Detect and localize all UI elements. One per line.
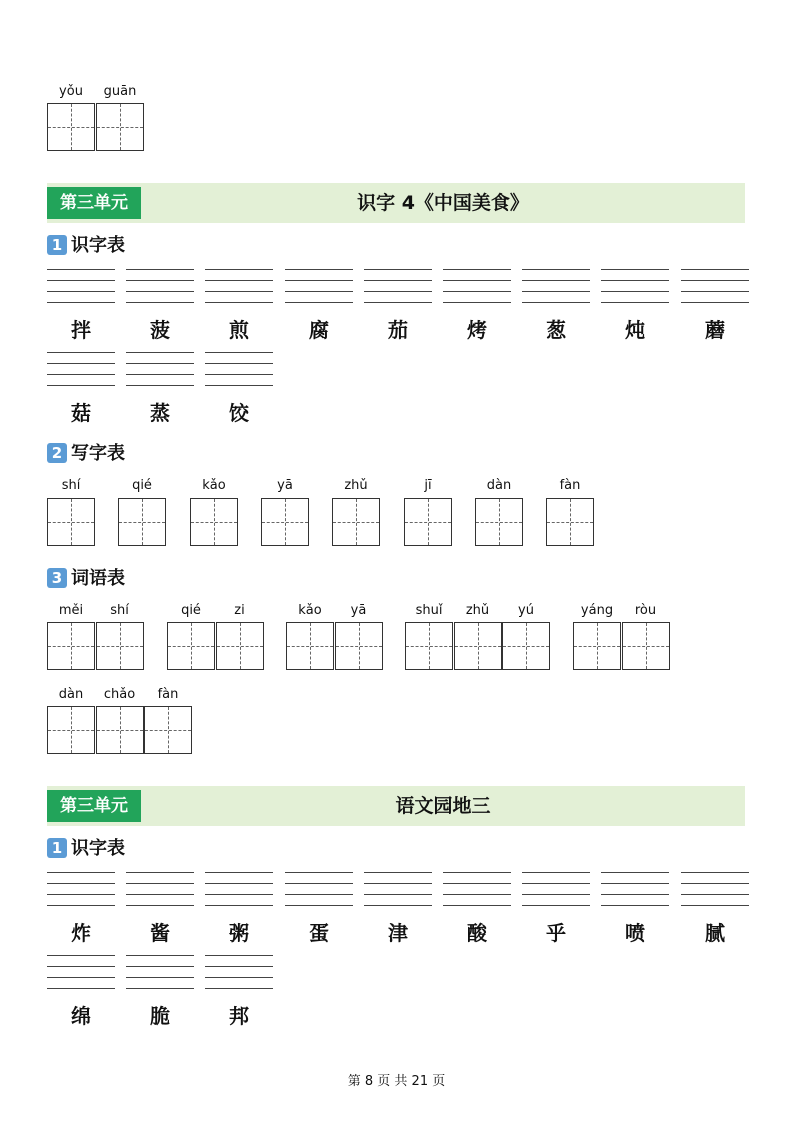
section-label: 词语表 bbox=[71, 568, 125, 589]
hanzi: 蘑 bbox=[705, 318, 725, 342]
pinyin-lines[interactable] bbox=[47, 955, 115, 990]
pinyin: fàn bbox=[157, 687, 179, 702]
writing-grid-cell[interactable] bbox=[454, 622, 502, 670]
hanzi: 煎 bbox=[229, 318, 249, 342]
pinyin: zhǔ bbox=[465, 603, 490, 618]
writing-grid-cell[interactable] bbox=[216, 622, 264, 670]
pinyin: qié bbox=[132, 478, 152, 493]
hanzi: 炸 bbox=[71, 921, 91, 945]
pinyin-lines[interactable] bbox=[364, 872, 432, 907]
writing-grid-cell[interactable] bbox=[96, 622, 144, 670]
pinyin-lines[interactable] bbox=[47, 352, 115, 387]
hanzi: 酸 bbox=[467, 921, 487, 945]
pinyin: měi bbox=[58, 603, 84, 618]
pinyin: kǎo bbox=[298, 603, 322, 618]
pinyin-lines[interactable] bbox=[364, 269, 432, 304]
writing-grid-cell[interactable] bbox=[286, 622, 334, 670]
pinyin: yú bbox=[518, 603, 534, 618]
pinyin: guān bbox=[103, 84, 137, 99]
hanzi: 菠 bbox=[150, 318, 170, 342]
pinyin-lines[interactable] bbox=[205, 872, 273, 907]
pinyin: dàn bbox=[486, 478, 512, 493]
pinyin-lines[interactable] bbox=[205, 352, 273, 387]
pinyin: shí bbox=[61, 478, 81, 493]
writing-grid-cell[interactable] bbox=[475, 498, 523, 546]
pinyin: zi bbox=[234, 603, 245, 618]
writing-grid-cell[interactable] bbox=[404, 498, 452, 546]
writing-grid-cell[interactable] bbox=[118, 498, 166, 546]
pinyin-lines[interactable] bbox=[47, 269, 115, 304]
pinyin-lines[interactable] bbox=[126, 352, 194, 387]
hanzi: 酱 bbox=[150, 921, 170, 945]
section-heading bbox=[47, 568, 125, 590]
writing-grid-cell[interactable] bbox=[144, 706, 192, 754]
hanzi: 葱 bbox=[546, 318, 566, 342]
page-footer: 第 8 页 共 21 页 bbox=[347, 1074, 446, 1089]
section-number: 2 bbox=[47, 443, 67, 463]
writing-grid-cell[interactable] bbox=[47, 103, 95, 151]
pinyin: ròu bbox=[634, 603, 657, 618]
section-heading bbox=[47, 443, 125, 465]
pinyin: shí bbox=[110, 603, 129, 618]
pinyin-lines[interactable] bbox=[205, 955, 273, 990]
pinyin: chǎo bbox=[103, 687, 136, 702]
writing-grid-cell[interactable] bbox=[167, 622, 215, 670]
pinyin-lines[interactable] bbox=[285, 872, 353, 907]
writing-grid-cell[interactable] bbox=[335, 622, 383, 670]
pinyin: yáng bbox=[580, 603, 614, 618]
section-heading bbox=[47, 838, 125, 860]
pinyin-lines[interactable] bbox=[285, 269, 353, 304]
pinyin-lines[interactable] bbox=[126, 269, 194, 304]
pinyin: kǎo bbox=[202, 478, 226, 493]
section-number: 1 bbox=[47, 235, 67, 255]
hanzi: 绵 bbox=[71, 1004, 91, 1028]
section-label: 写字表 bbox=[71, 443, 125, 464]
pinyin-lines[interactable] bbox=[522, 872, 590, 907]
lesson-title: 语文园地三 bbox=[395, 795, 491, 817]
section-number: 1 bbox=[47, 838, 67, 858]
hanzi: 喷 bbox=[625, 921, 645, 945]
unit-badge: 第三单元 bbox=[47, 187, 141, 219]
hanzi: 腐 bbox=[309, 318, 329, 342]
writing-grid-cell[interactable] bbox=[96, 103, 144, 151]
pinyin-lines[interactable] bbox=[205, 269, 273, 304]
section-label: 识字表 bbox=[71, 838, 125, 859]
pinyin-lines[interactable] bbox=[47, 872, 115, 907]
pinyin-lines[interactable] bbox=[601, 872, 669, 907]
pinyin-lines[interactable] bbox=[681, 269, 749, 304]
pinyin-lines[interactable] bbox=[126, 955, 194, 990]
section-heading bbox=[47, 235, 125, 257]
hanzi: 脆 bbox=[150, 1004, 170, 1028]
hanzi: 邦 bbox=[229, 1004, 249, 1028]
hanzi: 菇 bbox=[71, 401, 91, 425]
writing-grid-cell[interactable] bbox=[47, 498, 95, 546]
section-label: 识字表 bbox=[71, 235, 125, 256]
pinyin: fàn bbox=[559, 478, 581, 493]
pinyin-lines[interactable] bbox=[681, 872, 749, 907]
pinyin: yā bbox=[350, 603, 367, 618]
pinyin: yā bbox=[277, 478, 293, 493]
pinyin-lines[interactable] bbox=[601, 269, 669, 304]
hanzi: 腻 bbox=[705, 921, 725, 945]
pinyin-lines[interactable] bbox=[126, 872, 194, 907]
hanzi: 乎 bbox=[546, 921, 566, 945]
pinyin-lines[interactable] bbox=[443, 872, 511, 907]
hanzi: 烤 bbox=[467, 318, 487, 342]
pinyin: jī bbox=[424, 478, 432, 493]
hanzi: 饺 bbox=[229, 401, 249, 425]
pinyin-lines[interactable] bbox=[522, 269, 590, 304]
writing-grid-cell[interactable] bbox=[546, 498, 594, 546]
hanzi: 蒸 bbox=[150, 401, 170, 425]
pinyin-lines[interactable] bbox=[443, 269, 511, 304]
pinyin: qié bbox=[181, 603, 201, 618]
writing-grid-cell[interactable] bbox=[47, 622, 95, 670]
hanzi: 蛋 bbox=[309, 921, 329, 945]
writing-grid-cell[interactable] bbox=[573, 622, 621, 670]
section-number: 3 bbox=[47, 568, 67, 588]
unit-banner bbox=[47, 183, 745, 223]
lesson-title: 识字 4《中国美食》 bbox=[357, 192, 529, 214]
hanzi: 炖 bbox=[625, 318, 645, 342]
hanzi: 粥 bbox=[229, 921, 249, 945]
pinyin: yǒu bbox=[59, 84, 83, 99]
writing-grid-cell[interactable] bbox=[261, 498, 309, 546]
hanzi: 茄 bbox=[388, 318, 408, 342]
hanzi: 津 bbox=[388, 921, 408, 945]
writing-grid-cell[interactable] bbox=[96, 706, 144, 754]
hanzi: 拌 bbox=[71, 318, 91, 342]
writing-grid-cell[interactable] bbox=[332, 498, 380, 546]
pinyin: shuǐ bbox=[415, 603, 443, 618]
writing-grid-cell[interactable] bbox=[190, 498, 238, 546]
writing-grid-cell[interactable] bbox=[47, 706, 95, 754]
pinyin: zhǔ bbox=[344, 478, 368, 493]
writing-grid-cell[interactable] bbox=[622, 622, 670, 670]
pinyin: dàn bbox=[58, 687, 84, 702]
writing-grid-cell[interactable] bbox=[405, 622, 453, 670]
writing-grid-cell[interactable] bbox=[502, 622, 550, 670]
unit-banner bbox=[47, 786, 745, 826]
unit-badge: 第三单元 bbox=[47, 790, 141, 822]
